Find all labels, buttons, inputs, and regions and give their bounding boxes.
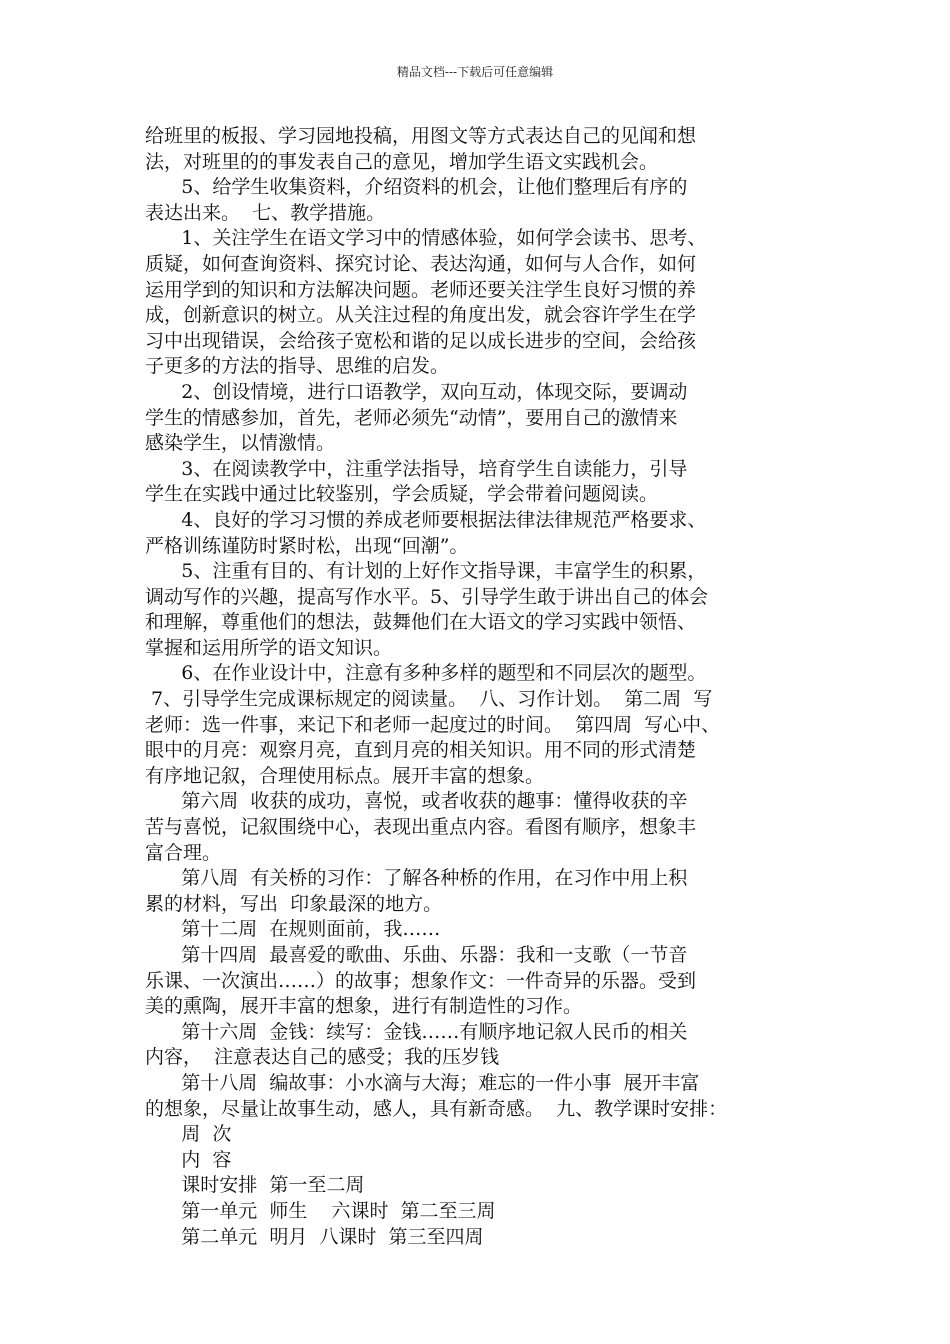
text-line: 第十八周 编故事：小水滴与大海；难忘的一件小事 展开丰富 (145, 1071, 700, 1094)
text-line: 7、引导学生完成课标规定的阅读量。 八、习作计划。 第二周 写 (145, 688, 713, 711)
text-line: 第十二周 在规则面前，我…… (145, 918, 441, 941)
text-line: 1、关注学生在语文学习中的情感体验，如何学会读书、思考、 (145, 227, 707, 250)
text-line: 法，对班里的的事发表自己的意见，增加学生语文实践机会。 (145, 150, 659, 173)
text-line: 和理解，尊重他们的想法，鼓舞他们在大语文的学习实践中领悟、 (145, 611, 697, 634)
text-line: 调动写作的兴趣，提高写作水平。5、引导学生敢于讲出自己的体会 (145, 585, 709, 608)
text-line: 质疑，如何查询资料、探究讨论、表达沟通，如何与人合作，如何 (145, 252, 697, 275)
text-line: 运用学到的知识和方法解决问题。老师还要关注学生良好习惯的养 (145, 278, 697, 301)
text-line: 周 次 (145, 1123, 232, 1146)
text-line: 第二单元 明月 八课时 第三至四周 (145, 1225, 484, 1248)
text-line: 4、良好的学习习惯的养成老师要根据法律法律规范严格要求、 (145, 508, 707, 531)
text-line: 成，创新意识的树立。从关注过程的角度出发，就会容许学生在学 (145, 304, 697, 327)
text-line: 严格训练谨防时紧时松，出现“回潮”。 (145, 534, 469, 557)
text-line: 第八周 有关桥的习作：了解各种桥的作用，在习作中用上积 (145, 867, 688, 890)
text-line: 课时安排 第一至二周 (145, 1174, 365, 1197)
text-line: 累的材料，写出 印象最深的地方。 (145, 892, 443, 915)
text-line: 乐课、一次演出……）的故事；想象作文：一件奇异的乐器。受到 (145, 969, 697, 992)
text-line: 掌握和运用所学的语文知识。 (145, 636, 393, 659)
text-line: 给班里的板报、学习园地投稿，用图文等方式表达自己的见闻和想 (145, 125, 697, 147)
text-line: 学生的情感参加，首先，老师必须先“动情”，要用自己的激情来 (145, 406, 678, 429)
text-line: 有序地记叙，合理使用标点。展开丰富的想象。 (145, 764, 545, 787)
text-line: 眼中的月亮：观察月亮，直到月亮的相关知识。用不同的形式清楚 (145, 739, 697, 762)
text-line: 第十六周 金钱：续写：金钱……有顺序地记叙人民币的相关 (145, 1020, 688, 1043)
text-line: 习中出现错误，会给孩子宽松和谐的足以成长进步的空间，会给孩 (145, 329, 697, 352)
text-line: 表达出来。 七、教学措施。 (145, 201, 386, 224)
text-line: 内容， 注意表达自己的感受；我的压岁钱 (145, 1046, 500, 1069)
text-line: 第一单元 师生 六课时 第二至三周 (145, 1199, 496, 1222)
text-line: 感染学生，以情激情。 (145, 432, 336, 455)
text-line: 学生在实践中通过比较鉴别，学会质疑，学会带着问题阅读。 (145, 483, 659, 506)
text-line: 富合理。 (145, 841, 222, 864)
text-line: 第六周 收获的成功，喜悦，或者收获的趣事：懂得收获的辛 (145, 790, 688, 813)
text-line: 第十四周 最喜爱的歌曲、乐曲、乐器：我和一支歌（一节音 (145, 944, 688, 966)
text-line: 5、注重有目的、有计划的上好作文指导课，丰富学生的积累， (145, 560, 707, 583)
text-line: 6、在作业设计中，注意有多种多样的题型和不同层次的题型。 (145, 662, 707, 685)
text-line: 苦与喜悦，记叙围绕中心，表现出重点内容。看图有顺序，想象丰 (145, 816, 697, 839)
text-line: 内 容 (145, 1148, 232, 1171)
text-line: 3、在阅读教学中，注重学法指导，培育学生自读能力，引导 (145, 457, 688, 480)
body-text (145, 124, 820, 1250)
document-body (145, 124, 820, 1250)
text-line: 子更多的方法的指导、思维的启发。 (145, 355, 450, 378)
text-line: 的想象，尽量让故事生动，感人，具有新奇感。 九、教学课时安排： (145, 1097, 728, 1120)
page-header: 精品文档---下载后可任意编辑 (396, 65, 554, 79)
text-line: 老师：选一件事，来记下和老师一起度过的时间。 第四周 写心中、 (145, 713, 721, 736)
text-line: 5、给学生收集资料，介绍资料的机会，让他们整理后有序的 (145, 176, 688, 199)
text-line: 美的熏陶，展开丰富的想象，进行有制造性的习作。 (145, 995, 583, 1018)
text-line: 2、创设情境，进行口语教学，双向互动，体现交际，要调动 (145, 380, 688, 403)
